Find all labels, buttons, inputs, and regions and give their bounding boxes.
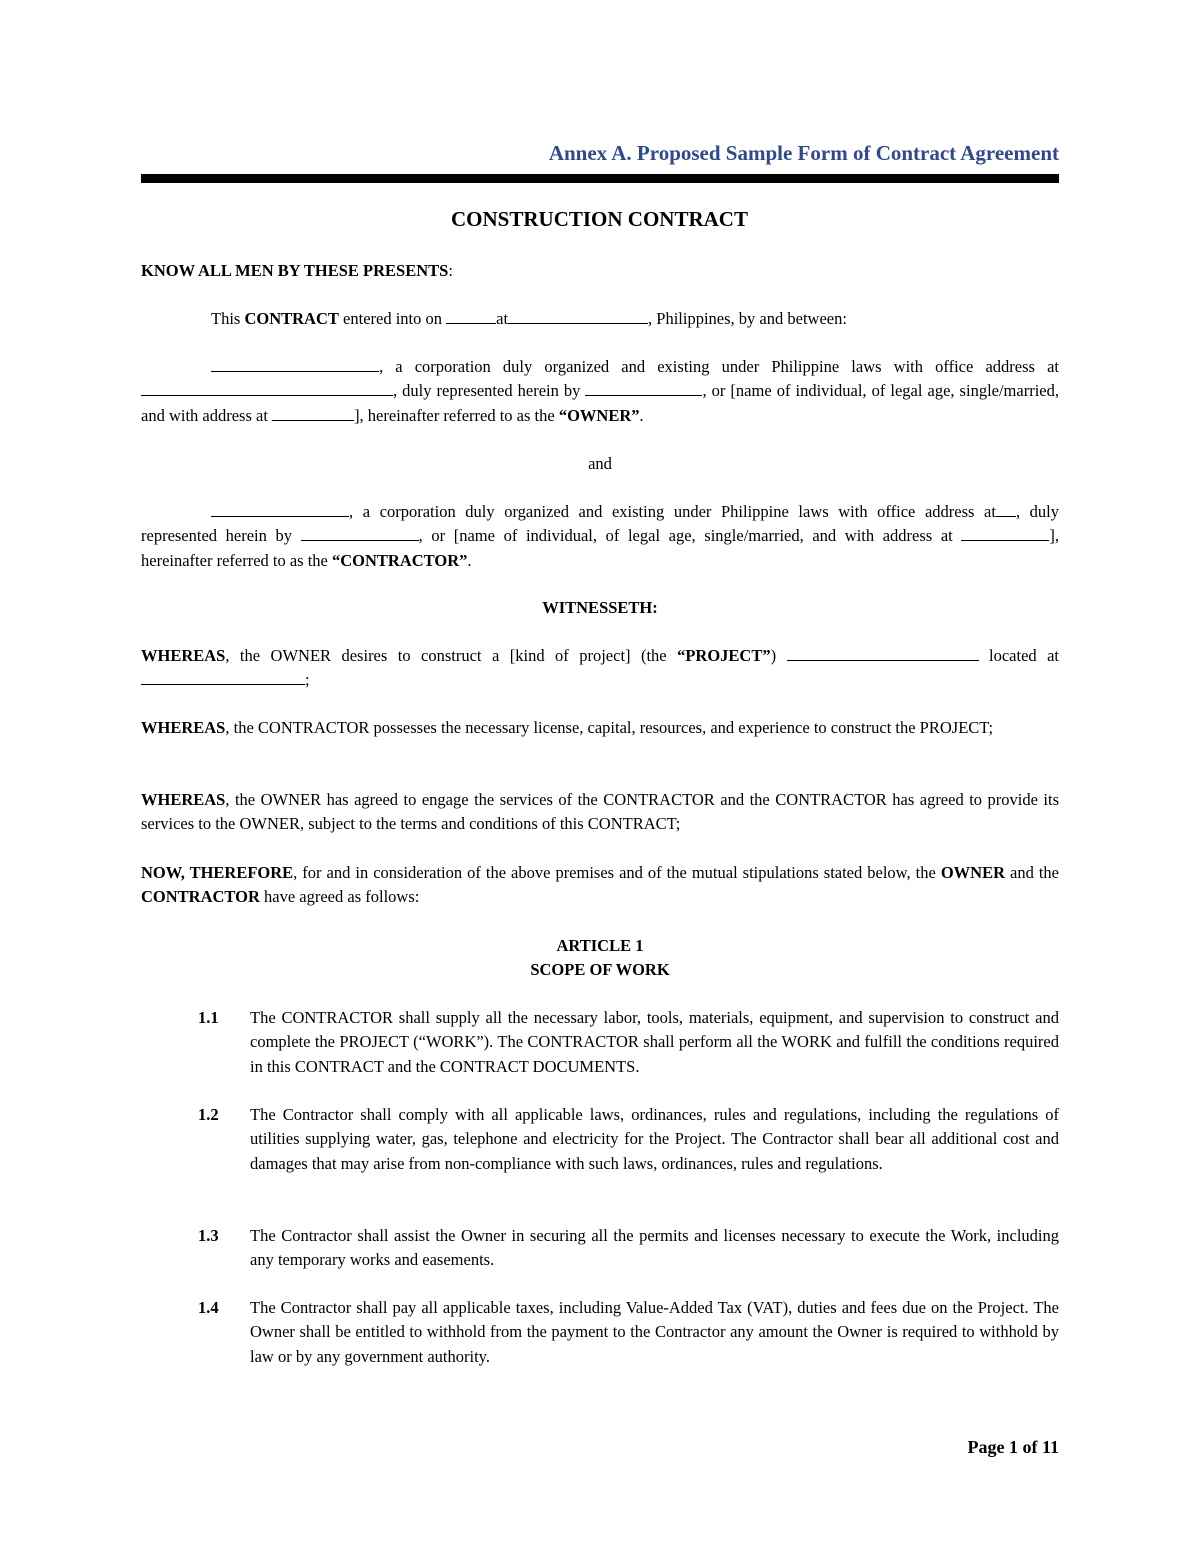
contractor-representative-blank bbox=[301, 526, 419, 541]
know-all-text: KNOW ALL MEN BY THESE PRESENTS bbox=[141, 261, 449, 280]
document-title: CONSTRUCTION CONTRACT bbox=[451, 207, 748, 231]
contractor-paragraph: , a corporation duly organized and existing under Philippine laws with office address at , duly represented herein by , or [name of individual, of legal age, single/married, and with address at ], hereinafter referred to as the “CONTRACTOR”. bbox=[141, 502, 1059, 570]
item-number: 1.4 bbox=[198, 1298, 219, 1317]
item-number: 1.2 bbox=[198, 1105, 219, 1124]
owner-individual-address-blank bbox=[272, 406, 354, 421]
project-name-blank bbox=[787, 646, 979, 661]
item-text: The CONTRACTOR shall supply all the necessary labor, tools, materials, equipment, and supervision to construct and complete the PROJECT (“WORK”). The CONTRACTOR shall perform all the WORK and fulfill the conditions required in this CONTRACT and the CONTRACT DOCUMENTS. bbox=[250, 1008, 1059, 1076]
page-number: Page 1 of 11 bbox=[967, 1437, 1059, 1457]
know-all-heading: KNOW ALL MEN BY THESE PRESENTS: bbox=[141, 261, 453, 280]
place-blank bbox=[508, 309, 648, 324]
article-title: SCOPE OF WORK bbox=[530, 960, 670, 979]
item-number: 1.3 bbox=[198, 1226, 219, 1245]
project-location-blank bbox=[141, 670, 305, 685]
witnesseth-heading: WITNESSETH: bbox=[542, 598, 658, 617]
whereas-paragraph-3: WHEREAS, the OWNER has agreed to engage the services of the CONTRACTOR and the CONTRACTOR has agreed to provide its services to the OWNER, subject to the terms and conditions of this CONTRACT; bbox=[141, 790, 1059, 834]
owner-representative-blank bbox=[585, 381, 702, 396]
now-therefore-paragraph: NOW, THEREFORE, for and in consideration of the above premises and of the mutual stipulations stated below, the OWNER and the CONTRACTOR have agreed as follows: bbox=[141, 863, 1059, 907]
and-separator: and bbox=[588, 454, 612, 473]
whereas-paragraph-2: WHEREAS, the CONTRACTOR possesses the necessary license, capital, resources, and experience to construct the PROJECT; bbox=[141, 718, 994, 737]
header-divider bbox=[141, 174, 1059, 183]
item-text: The Contractor shall comply with all applicable laws, ordinances, rules and regulations, including the regulations of utilities supplying water, gas, telephone and electricity for the Project. The Contractor shall bear all additional cost and damages that may arise from non-compliance with such laws, ordinances, rules and regulations. bbox=[250, 1105, 1059, 1173]
item-text: The Contractor shall pay all applicable taxes, including Value-Added Tax (VAT), duties and fees due on the Project. The Owner shall be entitled to withhold from the payment to the Contractor any amount the Owner is required to withhold by law or by any government authority. bbox=[250, 1298, 1059, 1366]
owner-name-blank bbox=[211, 357, 379, 372]
contractor-name-blank bbox=[211, 502, 349, 517]
annex-header-title: Annex A. Proposed Sample Form of Contract Agreement bbox=[548, 141, 1059, 165]
item-text: The Contractor shall assist the Owner in securing all the permits and licenses necessary to execute the Work, including any temporary works and easements. bbox=[250, 1226, 1059, 1270]
owner-paragraph: , a corporation duly organized and existing under Philippine laws with office address at , duly represented herein by , or [name of individual, of legal age, single/married, and with address at ], hereinafter referred to as the “OWNER”. bbox=[141, 357, 1059, 425]
contractor-individual-address-blank bbox=[961, 526, 1049, 541]
article-number: ARTICLE 1 bbox=[556, 936, 644, 955]
item-number: 1.1 bbox=[198, 1008, 219, 1027]
date-blank bbox=[446, 309, 496, 324]
whereas-paragraph-1: WHEREAS, the OWNER desires to construct a [kind of project] (the “PROJECT”) located at ; bbox=[141, 646, 1060, 690]
intro-paragraph: This CONTRACT entered into on at , Philippines, by and between: bbox=[211, 309, 847, 328]
contractor-address-blank bbox=[996, 502, 1016, 517]
owner-address-blank bbox=[141, 381, 393, 396]
